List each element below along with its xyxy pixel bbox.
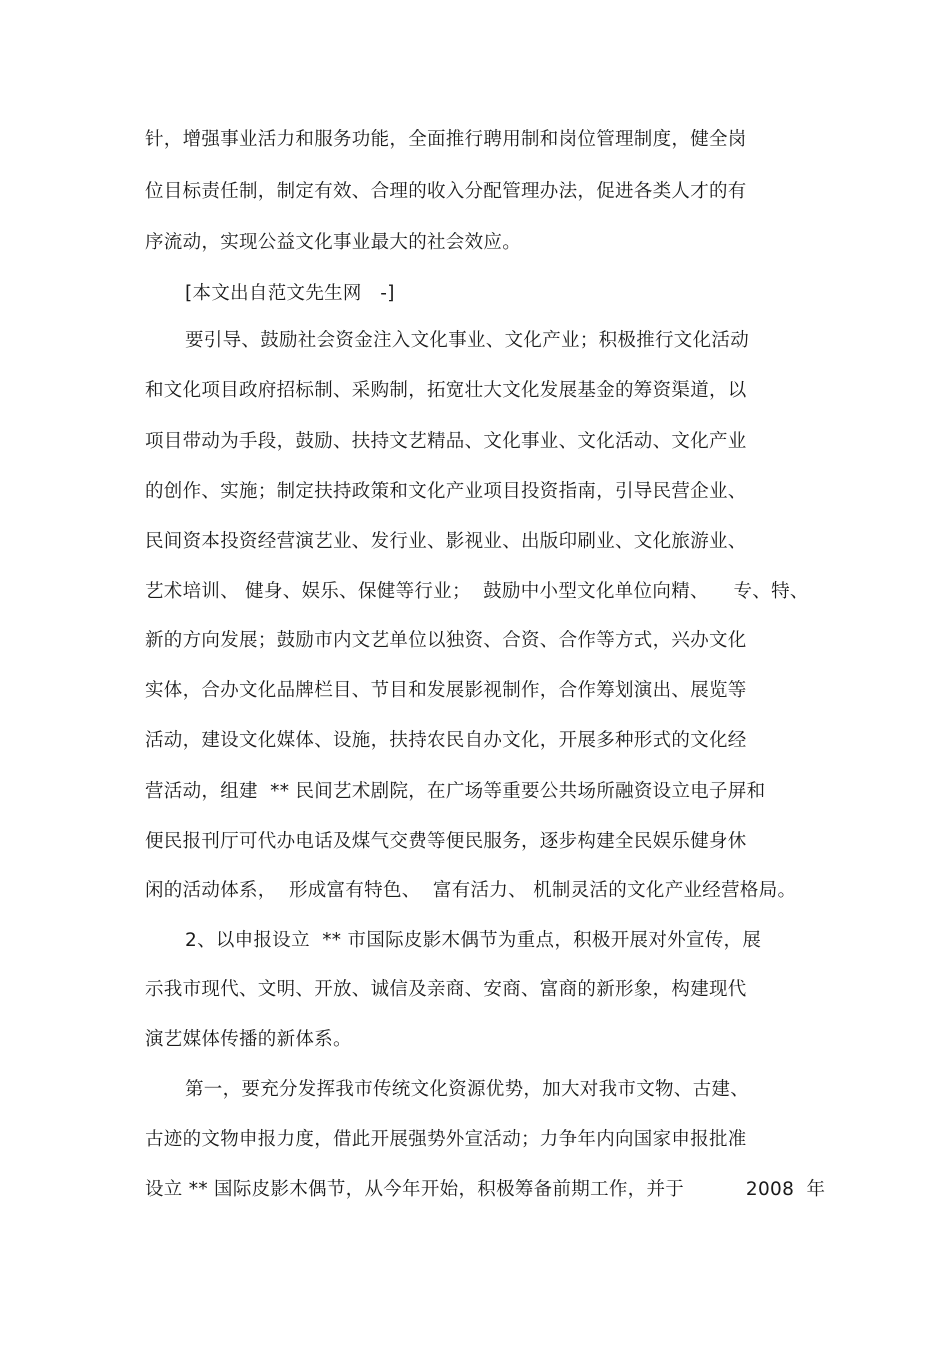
text-line: 第一，要充分发挥我市传统文化资源优势，加大对我市文物、古建、 (185, 1079, 750, 1100)
source-note: [本文出自范文先生网 -] (185, 283, 395, 304)
text-line: 要引导、鼓励社会资金注入文化事业、文化产业；积极推行文化活动 (185, 330, 750, 351)
text-line: 2、以申报设立 ** 市国际皮影木偶节为重点，积极开展对外宣传，展 (185, 930, 762, 951)
text-line: 实体，合办文化品牌栏目、节目和发展影视制作，合作筹划演出、展览等 (145, 680, 747, 701)
text-line: 和文化项目政府招标制、采购制，拓宽壮大文化发展基金的筹资渠道，以 (145, 380, 747, 401)
text-line: 的创作、实施；制定扶持政策和文化产业项目投资指南，引导民营企业、 (145, 481, 747, 502)
text-line: 民间资本投资经营演艺业、发行业、影视业、出版印刷业、文化旅游业、 (145, 531, 747, 552)
text-line: 设立 ** 国际皮影木偶节，从今年开始，积极筹备前期工作，并于 2008 年 (145, 1179, 826, 1200)
text-line: 营活动，组建 ** 民间艺术剧院，在广场等重要公共场所融资设立电子屏和 (145, 781, 766, 802)
text-line: 新的方向发展；鼓励市内文艺单位以独资、合资、合作等方式，兴办文化 (145, 630, 747, 651)
text-line: 序流动，实现公益文化事业最大的社会效应。 (145, 232, 522, 253)
text-line: 艺术培训、 健身、娱乐、保健等行业； 鼓励中小型文化单位向精、 专、特、 (145, 581, 809, 602)
text-line: 古迹的文物申报力度，借此开展强势外宣活动；力争年内向国家申报批准 (145, 1129, 747, 1150)
text-line: 位目标责任制，制定有效、合理的收入分配管理办法，促进各类人才的有 (145, 181, 747, 202)
text-line: 闲的活动体系， 形成富有特色、 富有活力、 机制灵活的文化产业经营格局。 (145, 880, 797, 901)
text-line: 活动，建设文化媒体、设施，扶持农民自办文化，开展多种形式的文化经 (145, 730, 747, 751)
text-line: 针，增强事业活力和服务功能，全面推行聘用制和岗位管理制度，健全岗 (145, 129, 747, 150)
text-line: 项目带动为手段，鼓励、扶持文艺精品、文化事业、文化活动、文化产业 (145, 431, 747, 452)
text-line: 演艺媒体传播的新体系。 (145, 1029, 352, 1050)
text-line: 示我市现代、文明、开放、诚信及亲商、安商、富商的新形象，构建现代 (145, 979, 747, 1000)
text-line: 便民报刊厅可代办电话及煤气交费等便民服务，逐步构建全民娱乐健身休 (145, 831, 747, 852)
